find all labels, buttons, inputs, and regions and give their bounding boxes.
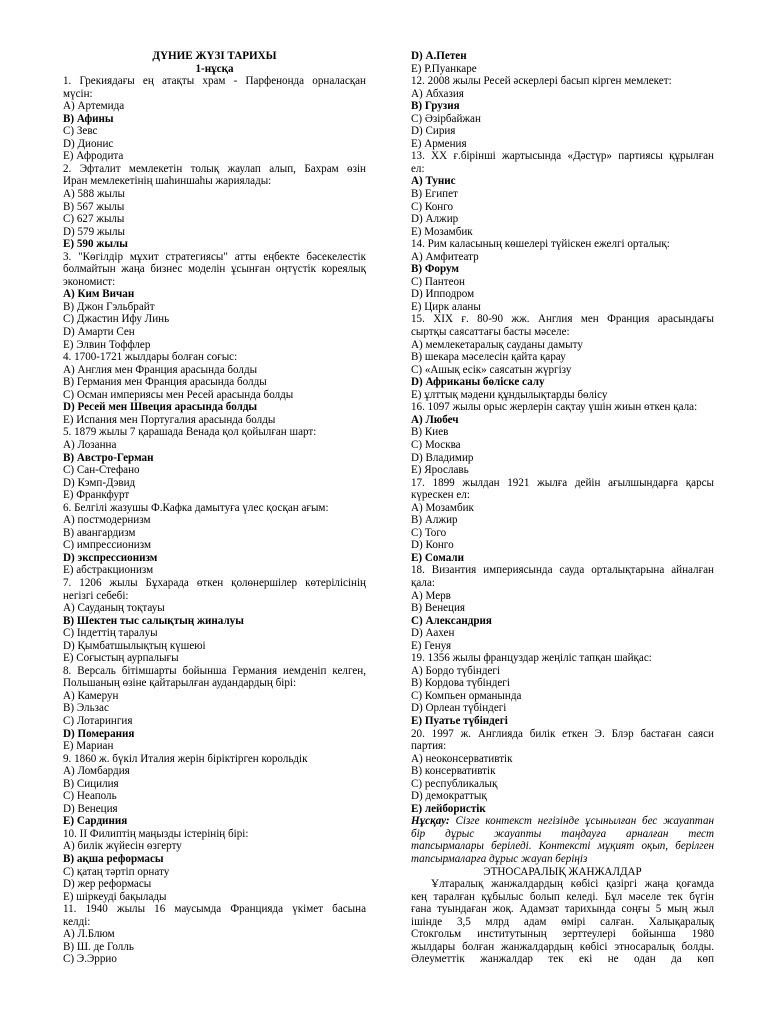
answer-option: С) Того bbox=[411, 526, 447, 539]
answer-option-correct: С) Александрия bbox=[411, 614, 492, 627]
answer-option: D) Алжир bbox=[411, 213, 459, 226]
instruction-text-3: тапсырмалары беріледі. Контекстi мұқият оқып, берілген bbox=[411, 840, 714, 853]
question-text: 2. Эфталит мемлекетін толық жаулап алып, Бахрам өзін bbox=[63, 162, 366, 175]
question-text: 4. 1700-1721 жылдары болған соғыс: bbox=[63, 351, 238, 364]
answer-option: А) Ломбардия bbox=[63, 765, 130, 778]
question-text: 11. 1940 жылы 16 маусымда Францияда үкімет басына bbox=[63, 903, 366, 916]
answer-option: В) Венеция bbox=[411, 602, 466, 615]
answer-option: D) Сирия bbox=[411, 125, 456, 138]
answer-option: D) Венеция bbox=[63, 802, 118, 815]
answer-option: А) 588 жылы bbox=[63, 188, 126, 201]
answer-option: D) демократтық bbox=[411, 790, 487, 803]
instruction-text-1: Сізге контекст негізінде ұсынылған бес жауаптан bbox=[455, 815, 714, 828]
answer-option: С) Конго bbox=[411, 200, 454, 213]
question-text: 1. Грекиядағы ең атақты храм - Парфенонда орналасқан bbox=[63, 75, 366, 88]
question-text: 15. XIX ғ. 80-90 жж. Англия мен Франция арасындағы bbox=[411, 313, 714, 326]
question-text: 9. 1860 ж. бүкіл Италия жерін біріктірген корольдік bbox=[63, 752, 308, 765]
answer-option: А) Англия мен Франция арасында болды bbox=[63, 363, 258, 376]
question-text: 8. Версаль бітімшарты бойынша Германия иемденіп келген, bbox=[63, 664, 366, 677]
answer-option-correct: D) А.Петен bbox=[411, 50, 467, 62]
question-text: 13. XX ғ.бірінші жартысында «Дәстүр» партиясы құрылған bbox=[411, 150, 714, 163]
answer-option: Е) Мозамбик bbox=[411, 225, 473, 238]
section-paragraph-line: кең таралған құбылыс болып келеді. Бұл мәселе тек бүгін bbox=[411, 890, 714, 903]
answer-option: В) Ш. де Голль bbox=[63, 940, 134, 953]
answer-option: Е) Франкфурт bbox=[63, 489, 130, 502]
answer-option: А) мемлекетаралық сауданы дамыту bbox=[411, 338, 583, 351]
question-text: партия: bbox=[411, 740, 447, 753]
instruction-line-4 bbox=[411, 853, 714, 866]
question-text: ел: bbox=[411, 162, 425, 175]
answer-option: Е) Цирк аланы bbox=[411, 300, 481, 313]
document-title: ДҮНИЕ ЖҮЗІ ТАРИХЫ bbox=[152, 50, 277, 62]
answer-option: С) импрессионизм bbox=[63, 539, 151, 552]
section-paragraph-line: Әлеуметтік жанжалдар тек екі не одан да көп bbox=[411, 953, 714, 966]
question-text: 10. ІІ Филиптің маңызды істерінің бірі: bbox=[63, 827, 249, 840]
question-text: 16. 1097 жылы орыс жерлерін сақтау үшін жиын өткен қала: bbox=[411, 401, 698, 414]
answer-option: С) Әзірбайжан bbox=[411, 112, 481, 125]
answer-option: Е) Мариан bbox=[63, 740, 114, 753]
answer-option-correct: В) ақша реформасы bbox=[63, 853, 164, 865]
answer-option: В) Сицилия bbox=[63, 777, 119, 790]
instruction-line-1 bbox=[411, 815, 714, 828]
question-text: 6. Белгілі жазушы Ф.Кафка дамытуға үлес қосқан ағым: bbox=[63, 501, 329, 514]
answer-option: С) Э.Эррио bbox=[63, 953, 117, 966]
instruction-text-2: бір дұрыс жауапты таңдауға арналған тест bbox=[411, 827, 714, 840]
section-title: ЭТНОСАРАЛЫҚ ЖАНЖАЛДАР bbox=[483, 865, 642, 878]
answer-option: А) Л.Блюм bbox=[63, 928, 115, 941]
answer-option: D) 579 жылы bbox=[63, 225, 126, 238]
question-text: 20. 1997 ж. Англияда билік еткен Э. Блэр бастаған саяси bbox=[411, 727, 714, 740]
answer-option: С) Джастин Ифу Линь bbox=[63, 313, 170, 326]
answer-option: С) Зевс bbox=[63, 125, 98, 138]
answer-option: А) билік жүйесін өзгерту bbox=[63, 840, 182, 853]
answer-option: D) Владимир bbox=[411, 451, 474, 464]
section-paragraph-line: ғана туындаған жоқ. Адамзат тарихында соңғы 5 мың жыл bbox=[411, 903, 714, 916]
instruction-text-4: тапсырмаларға дұрыс жауап беріңіз bbox=[411, 853, 588, 865]
answer-option: D) жер реформасы bbox=[63, 878, 152, 891]
answer-option: Е) Афродита bbox=[63, 150, 124, 163]
answer-option: D) Ипподром bbox=[411, 288, 475, 301]
question-text: 17. 1899 жылдан 1921 жылға дейін ағылшындарға қарсы bbox=[411, 476, 714, 489]
left-questions bbox=[63, 75, 366, 966]
answer-option-correct: В) Грузия bbox=[411, 100, 460, 113]
section-paragraph-line: жылдары болған жанжалдардың көбісі этносаралық болды. bbox=[411, 940, 714, 953]
answer-option: В) Киев bbox=[411, 426, 449, 439]
answer-option: D) Аахен bbox=[411, 627, 455, 640]
question-text: 14. Рим каласының көшелері түйіскен ежелгі орталық: bbox=[411, 238, 670, 251]
answer-option: В) Кордова түбіндегі bbox=[411, 677, 510, 690]
answer-option: С) Москва bbox=[411, 438, 461, 451]
answer-option: А) Абхазия bbox=[411, 87, 464, 100]
variant-label: 1-нұсқа bbox=[195, 62, 234, 75]
section-paragraph-line: ішінде 3,5 млрд адам өмірі салған. Халықаралық bbox=[411, 915, 714, 928]
question-text: келді: bbox=[63, 915, 91, 928]
question-text: 3. "Көгілдір мұхит стратегиясы" атты еңбекте бәсекелестік bbox=[63, 250, 366, 263]
section-paragraph-line: Ұлтаралық жанжалдардың көбісі қазіргі жаңа қоғамда bbox=[431, 878, 714, 891]
answer-option-correct: Е) Пуатье түбіндегі bbox=[411, 714, 508, 727]
answer-option: А) Амфитеатр bbox=[411, 250, 479, 263]
question-text: 18. Византия империясында сауда орталықтарына айналған bbox=[411, 564, 714, 577]
answer-option: В) Египет bbox=[411, 188, 458, 201]
question-text: Иран мемлекетінің шаһиншаһы жариялады: bbox=[63, 175, 272, 188]
answer-option: В) Эльзас bbox=[63, 702, 109, 715]
answer-option-correct: В) Форум bbox=[411, 263, 459, 276]
answer-option-correct: D) Ресей мен Швеция арасында болды bbox=[63, 401, 258, 414]
answer-option: D) Дионис bbox=[63, 137, 114, 150]
question-text: Польшаның өзіне қайтарылған аудандардың бірі: bbox=[63, 677, 297, 690]
answer-option: В) шекара мәселесін қайта қарау bbox=[411, 351, 566, 364]
answer-option: А) Мозамбик bbox=[411, 501, 474, 514]
answer-option: D) Қымбатшылықтың күшеюі bbox=[63, 639, 206, 652]
question-text: күрескен ел: bbox=[411, 489, 470, 502]
answer-option: D) Конго bbox=[411, 539, 454, 552]
left-column bbox=[63, 50, 366, 966]
answer-option: С) республикалық bbox=[411, 777, 498, 790]
instruction-label: Нұсқау: bbox=[411, 815, 450, 828]
answer-option: Е) Испания мен Португалия арасында болды bbox=[63, 413, 276, 426]
answer-option-correct: В) Афины bbox=[63, 112, 114, 125]
question-text: 7. 1206 жылы Бұхарада өткен қолөнершілер көтерілісінің bbox=[63, 576, 366, 589]
right-column bbox=[411, 50, 714, 966]
answer-option: Е) Ярославь bbox=[411, 464, 469, 477]
answer-option-correct: А) Тунис bbox=[411, 175, 456, 188]
answer-option: Е) Соғыстың аурпалығы bbox=[63, 652, 179, 665]
answer-option: С) 627 жылы bbox=[63, 213, 125, 226]
question-text: сыртқы саясаттағы басты мәселе: bbox=[411, 326, 570, 339]
answer-option: А) Сауданың тоқтауы bbox=[63, 602, 165, 615]
answer-option: Е) Элвин Тоффлер bbox=[63, 338, 151, 351]
question-text: 5. 1879 жылы 7 қарашада Венада қол қойылған шарт: bbox=[63, 426, 317, 439]
answer-option: С) Осман империясы мен Ресей арасында болды bbox=[63, 388, 294, 401]
answer-option: С) қатаң тәртіп орнату bbox=[63, 865, 170, 878]
answer-option: С) Індеттің таралуы bbox=[63, 627, 158, 640]
answer-option: В) 567 жылы bbox=[63, 200, 125, 213]
answer-option: В) Германия мен Франция арасында болды bbox=[63, 376, 267, 389]
answer-option-correct: Е) Сардиния bbox=[63, 815, 128, 828]
answer-option: А) Артемида bbox=[63, 100, 125, 113]
answer-option: Е) шіркеуді бақылады bbox=[63, 890, 167, 903]
answer-option: С) «Ашық есік» саясатын жүргізу bbox=[411, 363, 572, 376]
answer-option-correct: В) Шектен тыс салықтың жиналуы bbox=[63, 614, 244, 627]
answer-option-correct: Е) Сомали bbox=[411, 551, 464, 564]
answer-option: С) Компьен орманында bbox=[411, 689, 522, 702]
answer-option: А) Камерун bbox=[63, 689, 119, 702]
answer-option: В) авангардизм bbox=[63, 526, 136, 539]
answer-option: С) Неаполь bbox=[63, 790, 117, 803]
answer-option: С) Сан-Стефано bbox=[63, 464, 140, 477]
question-text: 12. 2008 жылы Ресей әскерлері басып кірген мемлекет: bbox=[411, 75, 672, 88]
answer-option: Е) Армения bbox=[411, 137, 467, 150]
answer-option: А) неоконсервативтік bbox=[411, 752, 513, 765]
answer-option: С) Пантеон bbox=[411, 275, 465, 288]
answer-option: Е) ұлттық мәдени құндылықтарды бөлісу bbox=[411, 388, 608, 401]
answer-option: А) Бордо түбіндегі bbox=[411, 664, 501, 677]
answer-option-correct: D) Померания bbox=[63, 727, 135, 740]
answer-option: Е) абстракционизм bbox=[63, 564, 154, 577]
answer-option: Е) Р.Пуанкаре bbox=[411, 62, 477, 75]
instruction-line-2 bbox=[411, 828, 714, 841]
question-text: негізгі себебі: bbox=[63, 589, 129, 602]
answer-option: А) Мерв bbox=[411, 589, 451, 602]
answer-option-correct: Е) 590 жылы bbox=[63, 238, 128, 251]
answer-option: А) постмодернизм bbox=[63, 514, 151, 527]
question-text: болмайтын жаңа бизнес моделін ұсынған оңтүстік кореялық bbox=[63, 263, 366, 276]
question-text: мүсін: bbox=[63, 87, 93, 100]
instruction-line-3 bbox=[411, 840, 714, 853]
answer-option: С) Лотарингия bbox=[63, 714, 133, 727]
answer-option: В) Алжир bbox=[411, 514, 458, 527]
answer-option: В) Джон Гэльбрайт bbox=[63, 300, 155, 313]
answer-option: D) Орлеан түбіндегі bbox=[411, 702, 507, 715]
question-text: экономист: bbox=[63, 275, 116, 288]
answer-option-correct: В) Австро-Герман bbox=[63, 451, 154, 464]
answer-option-correct: А) Любеч bbox=[411, 413, 459, 426]
question-text: 19. 1356 жылы француздар жеңіліс тапқан шайқас: bbox=[411, 652, 652, 665]
question-text: қала: bbox=[411, 576, 435, 589]
answer-option-correct: D) экспрессионизм bbox=[63, 551, 158, 564]
right-questions bbox=[411, 50, 714, 815]
answer-option: В) консервативтік bbox=[411, 765, 496, 778]
answer-option-correct: D) Африканы бөлiске салу bbox=[411, 376, 545, 389]
answer-option: А) Лозанна bbox=[63, 438, 117, 451]
answer-option-correct: Е) лейбористік bbox=[411, 802, 486, 815]
answer-option: Е) Генуя bbox=[411, 639, 452, 652]
answer-option-correct: А) Ким Вичан bbox=[63, 288, 135, 301]
answer-option: D) Кэмп-Дэвид bbox=[63, 476, 136, 489]
section-paragraph-line: Стокгольм институтының зерттеулері бойынша 1980 bbox=[411, 928, 714, 941]
answer-option: D) Амарти Сен bbox=[63, 326, 135, 339]
